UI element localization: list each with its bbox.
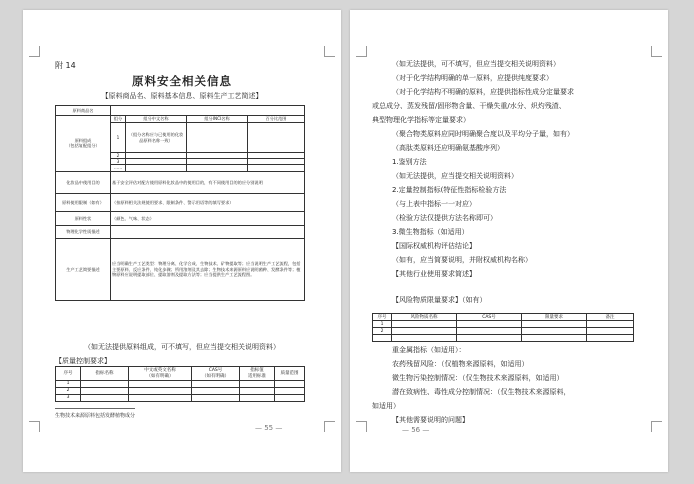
text-line: 微生物污染控制情况：（仅生物技术来源原料，如适用） <box>392 374 564 382</box>
crop-mark <box>356 421 367 432</box>
text-line: （对于化学结构明确的单一原料，应提供纯度要求） <box>392 74 553 82</box>
table-cell <box>522 321 587 328</box>
crop-mark <box>29 46 40 57</box>
table-cell <box>457 335 522 342</box>
page-number: — 55 — <box>255 424 283 432</box>
table-row <box>373 328 634 335</box>
row-label-limit: 原料使用限制（如有） <box>56 193 111 211</box>
table-row <box>373 321 634 328</box>
text-line: （对于化学结构不明确的原料，应提供指标性成分定量要求 <box>392 88 574 96</box>
table-cell <box>275 388 305 395</box>
row-number: 2 <box>373 328 392 335</box>
text-line: 或总成分、蒸发残留/固形物含量、干燥失重/水分、炽灼残渣、 <box>372 102 566 110</box>
table-row <box>56 381 305 388</box>
table-cell <box>275 395 305 402</box>
page-number: — 56 — <box>402 426 430 434</box>
text-line: 潜在致病性、毒性成分控制情况：（仅生物技术来源原料， <box>392 388 571 396</box>
table-cell <box>81 395 129 402</box>
quality-header: 指标名称 <box>81 367 129 381</box>
row-label-process: 生产工艺简要描述 <box>56 238 111 300</box>
text-line: 农药残留风险：（仅植物来源原料，如适用） <box>392 360 529 368</box>
risk-header: 序号 <box>373 314 392 321</box>
risk-header: CAS号 <box>457 314 522 321</box>
table-cell <box>392 328 457 335</box>
table-cell <box>522 328 587 335</box>
risk-header: 风险物质名称 <box>392 314 457 321</box>
table-cell <box>392 335 457 342</box>
quality-header: CAS号 （如有明确） <box>192 367 240 381</box>
comp-header: 组分中文名称 <box>126 116 187 123</box>
comp-row-name: （组分名称应与已使用的化妆品原料名称一致） <box>126 123 187 153</box>
table-cell <box>192 381 240 388</box>
section-heading: 【风险物质限量要求】（如有） <box>392 296 487 304</box>
row-number: 3 <box>56 395 81 402</box>
table-row <box>373 335 634 342</box>
text-line: 典型物理化学指标等定量要求） <box>372 116 470 124</box>
quality-header: 指标值 适用标准 <box>240 367 275 381</box>
table-row <box>56 395 305 402</box>
text-line: 如适用） <box>372 402 400 410</box>
text-line: （如有，应当简要说明，并附权威机构名称） <box>392 256 532 264</box>
text-line: （与上表中指标一一对应） <box>392 200 476 208</box>
row-label-physchem: 物理化学性质描述 <box>56 225 111 238</box>
section-heading: 【其他行业使用要求简述】 <box>392 270 476 278</box>
table-cell <box>81 388 129 395</box>
table-cell <box>129 395 192 402</box>
table-cell <box>522 335 587 342</box>
note-line: （如无法提供原料组成，可不填写，但应当提交相关说明资料） <box>84 343 280 351</box>
crop-mark <box>29 421 40 432</box>
comp-row-number: 1 <box>111 123 126 153</box>
row-number: 1 <box>373 321 392 328</box>
comp-row-number: 3 <box>111 159 126 165</box>
row-label-trade-name: 原料商品名 <box>56 106 111 116</box>
comp-row-number: 2 <box>111 153 126 159</box>
section-heading: 【原料商品名、原料基本信息、原料生产工艺简述】 <box>101 92 263 100</box>
crop-mark <box>651 421 662 432</box>
text-line: （聚合物类原料应同时明确聚合度以及平均分子量，如有） <box>392 130 574 138</box>
text-line: （检验方法仅提供方法名称即可） <box>392 214 497 222</box>
quality-heading: 【质量控制要求】 <box>55 357 111 365</box>
physchem-cell <box>111 225 305 238</box>
section-heading: 【其他需要说明的问题】 <box>392 416 469 424</box>
text-line: （高肽类原料还应明确氨基酸序列） <box>392 144 504 152</box>
process-text: 应当明确生产工艺类型：物理分离、化学合成、生物技术、矿物提取等；应当说明生产工艺流程，包括主要原料、反应条件、纯化步骤；所用溶剂及其去除；生物技术来源原料应说明菌种、发酵条件等；植物原料应说明提取部位、提取溶剂及提取方法等；应当提供生产工艺流程图。 <box>111 238 305 300</box>
table-row <box>56 388 305 395</box>
table-cell <box>192 388 240 395</box>
crop-mark <box>356 46 367 57</box>
risk-header: 备注 <box>587 314 634 321</box>
comp-row-percent <box>248 123 305 153</box>
table-cell <box>129 381 192 388</box>
risk-substance-table <box>372 313 634 342</box>
comp-header: 组分INCI名称 <box>187 116 248 123</box>
comp-row-number: …… <box>111 165 126 171</box>
crop-mark <box>651 46 662 57</box>
row-label-function: 化妆品中使用目的 <box>56 171 111 193</box>
subheading: 1.鉴别方法 <box>392 158 427 166</box>
table-cell <box>392 321 457 328</box>
row-number: 2 <box>56 388 81 395</box>
subheading: 3.微生物指标（如适用） <box>392 228 469 236</box>
quality-header: 序号 <box>56 367 81 381</box>
quality-control-table <box>55 366 305 402</box>
table-cell <box>457 321 522 328</box>
table-cell <box>587 335 634 342</box>
quality-header: 质量范围 <box>275 367 305 381</box>
table-cell <box>275 381 305 388</box>
table-cell <box>457 328 522 335</box>
limit-text: （按原料相关法规使用要求、限制条件、警示用语等的填写要求） <box>111 193 305 211</box>
left-page <box>23 10 341 472</box>
trade-name-cell <box>111 106 305 116</box>
comp-header: 百分比范围 <box>248 116 305 123</box>
row-label-properties: 原料性状 <box>56 211 111 225</box>
page-title: 原料安全相关信息 <box>132 74 232 88</box>
properties-text: （颜色、气味、状态） <box>111 211 305 225</box>
row-number: 1 <box>56 381 81 388</box>
section-heading: 【国际权威机构评估结论】 <box>392 242 476 250</box>
crop-mark <box>324 46 335 57</box>
table-cell <box>373 335 392 342</box>
function-text: 基于安全评估对配方使用原料化妆品中的使用目的，有不同使用目的的应分别说明 <box>111 171 305 193</box>
comp-header: 组分 <box>111 116 126 123</box>
footnote: 生物技术来源原料包括发酵植物成分 <box>55 413 136 419</box>
table-cell <box>587 328 634 335</box>
right-page <box>350 10 668 472</box>
table-cell <box>81 381 129 388</box>
risk-header: 限量要求 <box>522 314 587 321</box>
comp-row-inci <box>187 123 248 153</box>
table-cell <box>240 381 275 388</box>
table-cell <box>240 388 275 395</box>
appendix-label: 附 14 <box>55 61 76 70</box>
footnote-divider <box>55 408 135 409</box>
table-cell <box>240 395 275 402</box>
quality-header: 中文或英文名称 （如有明确） <box>129 367 192 381</box>
raw-material-info-table <box>55 105 305 301</box>
table-cell <box>129 388 192 395</box>
table-cell <box>587 321 634 328</box>
text-line: 重金属指标（如适用）： <box>392 346 466 354</box>
text-line: （如无法提供，可不填写，但应当提交相关说明资料） <box>392 60 560 68</box>
crop-mark <box>324 421 335 432</box>
subheading: 2.定量控制指标(特征性指标检验方法 <box>392 186 507 194</box>
row-label-composition: 原料组成 （包括复配组分） <box>56 116 111 172</box>
table-cell <box>192 395 240 402</box>
text-line: （如无法提供，应当提交相关说明资料） <box>392 172 518 180</box>
